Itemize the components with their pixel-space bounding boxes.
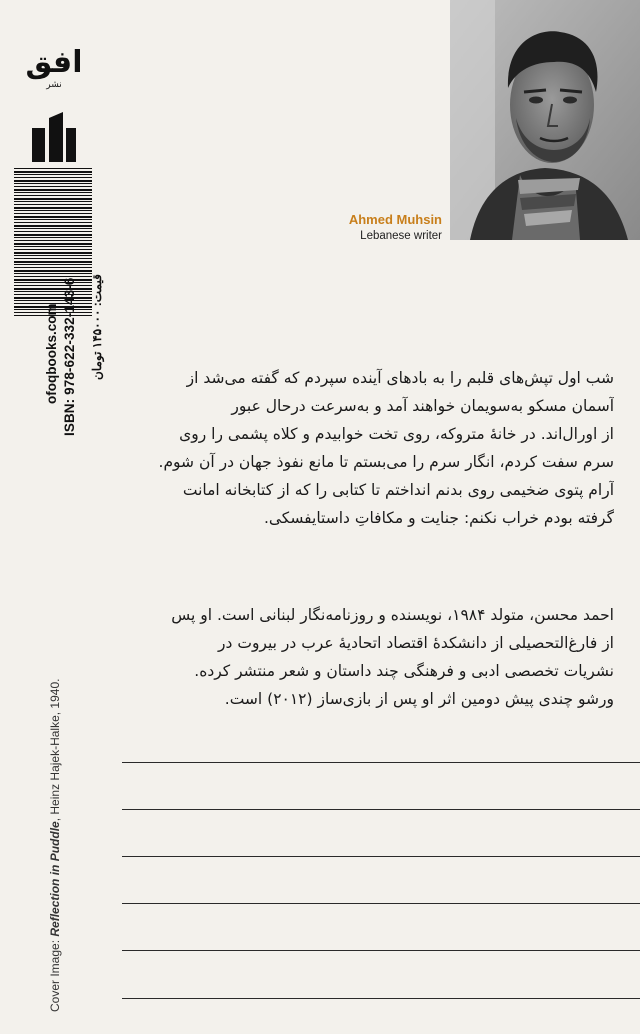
isbn-number: ISBN: 978-622-332-143-6 bbox=[62, 277, 77, 436]
excerpt-line: سرم سفت کردم، انگار سرم را می‌بستم تا مانع نفوذ جهان در آن شوم. bbox=[158, 453, 614, 471]
ruled-line bbox=[122, 998, 640, 999]
publisher-logo-text: افق bbox=[25, 45, 83, 80]
ruled-lines bbox=[122, 762, 640, 1032]
author-name: Ahmed Muhsin bbox=[348, 212, 442, 227]
publisher-website: ofoqbooks.com bbox=[44, 303, 59, 404]
spine-column bbox=[0, 0, 110, 1034]
ruled-line bbox=[122, 950, 640, 951]
ruled-line bbox=[122, 762, 640, 763]
cover-credit-title: Reflection in Puddle bbox=[48, 821, 62, 937]
excerpt-line: گرفته بودم خراب نکنم: جنایت و مکافاتِ داستایفسکی. bbox=[263, 509, 614, 527]
bio-line: احمد محسن، متولد ۱۹۸۴، نویسنده و روزنامه‌نگار لبنانی است. او پس bbox=[171, 606, 614, 624]
bio-line: نشریات تخصصی ادبی و فرهنگی چند داستان و شعر منتشر کرده. bbox=[194, 662, 614, 680]
price-label: قیمت: ۱۴۵۰۰۰ تومان bbox=[90, 274, 104, 380]
excerpt-paragraph bbox=[118, 364, 614, 532]
excerpt-line: آرام پتوی ضخیمی روی بدنم انداختم تا کتابی را که از کتابخانه امانت bbox=[182, 481, 614, 499]
excerpt-line: از اورال‌اند. در خانهٔ متروکه، روی تخت خوابیدم و کلاه پشمی را روی bbox=[179, 425, 614, 443]
author-bio-paragraph bbox=[118, 601, 614, 713]
cover-credit-suffix: , Heinz Hajek-Halke, 1940. bbox=[48, 678, 62, 822]
ruled-line bbox=[122, 903, 640, 904]
ruled-line bbox=[122, 856, 640, 857]
excerpt-line: شب اول تپش‌های قلبم را به بادهای آینده سپردم که گفته می‌شد از bbox=[186, 369, 614, 387]
publisher-logo-icon bbox=[30, 110, 78, 164]
author-portrait-image bbox=[450, 0, 640, 240]
isbn-barcode bbox=[14, 168, 92, 316]
cover-credit-prefix: Cover Image: bbox=[48, 936, 62, 1012]
cover-image-credit bbox=[48, 679, 62, 1012]
ruled-line bbox=[122, 809, 640, 810]
excerpt-line: آسمان مسکو به‌سویمان خواهند آمد و به‌سرعت درحال عبور bbox=[231, 397, 614, 415]
author-role: Lebanese writer bbox=[360, 230, 442, 242]
author-photo bbox=[450, 0, 640, 240]
publisher-logo-subtitle: نشر bbox=[46, 80, 62, 90]
bio-line: ورشو چندی پیش دومین اثر او پس از بازی‌ساز (۲۰۱۲) است. bbox=[224, 690, 614, 708]
bio-line: از فارغ‌التحصیلی از دانشکدهٔ اقتصاد اتحادیهٔ عرب در بیروت در bbox=[218, 634, 614, 652]
